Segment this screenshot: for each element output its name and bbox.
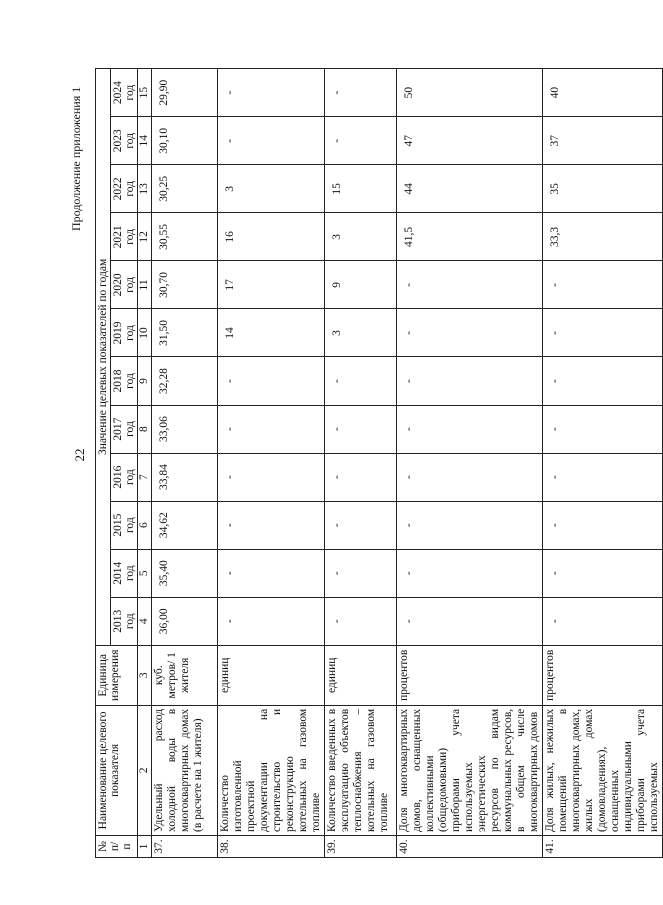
row-year-value: - [543, 453, 663, 501]
table-row [397, 69, 543, 858]
column-index-cell: 4 [138, 597, 152, 645]
row-unit: процентов [543, 645, 663, 705]
row-year-value: 36,00 [152, 597, 218, 645]
header-unit: Единица измерения [96, 645, 138, 705]
row-year-value: - [397, 357, 543, 405]
header-num: № п/п [96, 835, 138, 857]
row-year-value: - [543, 501, 663, 549]
header-year: 2017 год [111, 405, 138, 453]
row-year-value: 30,25 [152, 165, 218, 213]
row-year-value: 33,06 [152, 405, 218, 453]
row-year-value: - [543, 549, 663, 597]
row-number: 37. [152, 835, 218, 857]
row-year-value: - [218, 501, 325, 549]
column-index-cell: 6 [138, 501, 152, 549]
row-year-value: 3 [218, 165, 325, 213]
row-year-value: 15 [325, 165, 397, 213]
column-index-cell: 12 [138, 213, 152, 261]
row-year-value: - [397, 597, 543, 645]
row-year-value: - [543, 405, 663, 453]
column-index-cell: 10 [138, 309, 152, 357]
row-indicator-name: Количество изготовленной проектной документации на строительство и реконструкцию котельных на газовом топливе [218, 705, 325, 835]
rotated-table-container [95, 68, 660, 858]
row-year-value: 14 [218, 309, 325, 357]
table-row [218, 69, 325, 858]
table-row [152, 69, 218, 858]
header-year: 2024 год [111, 69, 138, 117]
row-year-value: - [397, 309, 543, 357]
row-year-value: - [397, 261, 543, 309]
row-unit: единиц [218, 645, 325, 705]
row-year-value: - [325, 549, 397, 597]
row-indicator-name: Доля жилых, нежилых помещений в многоквартирных домах, жилых домах (домовладениях), оснащенных индивидуальными приборами учета используемых [543, 705, 663, 835]
column-index-cell: 11 [138, 261, 152, 309]
column-index-row [138, 69, 152, 858]
column-index-cell: 1 [138, 835, 152, 857]
column-index-cell: 13 [138, 165, 152, 213]
row-year-value: 40 [543, 69, 663, 117]
row-year-value: - [325, 69, 397, 117]
row-year-value: 3 [325, 309, 397, 357]
row-year-value: 29,90 [152, 69, 218, 117]
row-indicator-name: Доля многоквартирных домов, оснащенных коллективными (общедомовыми) приборами учета используемых энергетических ресурсов по видам коммунальных ресурсов, в общем числе многоквартирных домов [397, 705, 543, 835]
row-number: 39. [325, 835, 397, 857]
header-years-group: Значение целевых показателей по годам [96, 69, 111, 646]
row-year-value: - [325, 453, 397, 501]
row-year-value: 30,55 [152, 213, 218, 261]
row-year-value: 16 [218, 213, 325, 261]
row-number: 41. [543, 835, 663, 857]
row-year-value: 47 [397, 117, 543, 165]
row-year-value: - [218, 405, 325, 453]
row-year-value: 35,40 [152, 549, 218, 597]
row-year-value: - [397, 501, 543, 549]
header-year: 2022 год [111, 165, 138, 213]
column-index-cell: 14 [138, 117, 152, 165]
row-number: 38. [218, 835, 325, 857]
targets-table [95, 68, 663, 858]
row-year-value: - [397, 453, 543, 501]
row-year-value: - [325, 501, 397, 549]
row-year-value: 34,62 [152, 501, 218, 549]
row-year-value: 17 [218, 261, 325, 309]
header-year: 2021 год [111, 213, 138, 261]
row-year-value: 30,70 [152, 261, 218, 309]
row-year-value: - [397, 405, 543, 453]
header-name: Наименование целевого показателя [96, 705, 138, 835]
row-year-value: - [325, 117, 397, 165]
column-index-cell: 9 [138, 357, 152, 405]
row-indicator-name: Количество введенных в эксплуатацию объектов теплоснабжения – котельных на газовом топливе [325, 705, 397, 835]
table-row [325, 69, 397, 858]
continuation-note: Продолжение приложения 1 [69, 86, 83, 231]
row-year-value: - [218, 549, 325, 597]
row-year-value: - [218, 69, 325, 117]
row-year-value: 3 [325, 213, 397, 261]
row-year-value: - [543, 261, 663, 309]
row-unit: единиц [325, 645, 397, 705]
row-year-value: 37 [543, 117, 663, 165]
header-year: 2014 год [111, 549, 138, 597]
row-indicator-name: Удельный расход холодной воды в многоквартирных домах (в расчете на 1 жителя) [152, 705, 218, 835]
row-year-value: 32,28 [152, 357, 218, 405]
row-year-value: - [543, 597, 663, 645]
row-year-value: 50 [397, 69, 543, 117]
row-year-value: - [218, 453, 325, 501]
header-year: 2013 год [111, 597, 138, 645]
column-index-cell: 15 [138, 69, 152, 117]
header-year: 2018 год [111, 357, 138, 405]
row-year-value: - [543, 357, 663, 405]
row-year-value: - [397, 549, 543, 597]
row-year-value: - [325, 597, 397, 645]
header-year: 2020 год [111, 261, 138, 309]
row-year-value: - [218, 117, 325, 165]
row-unit: процентов [397, 645, 543, 705]
row-year-value: - [218, 597, 325, 645]
column-index-cell: 7 [138, 453, 152, 501]
row-year-value: 9 [325, 261, 397, 309]
row-year-value: - [325, 357, 397, 405]
row-year-value: 31,50 [152, 309, 218, 357]
header-year: 2015 год [111, 501, 138, 549]
row-year-value: 33,3 [543, 213, 663, 261]
table-row [543, 69, 663, 858]
header-year: 2019 год [111, 309, 138, 357]
row-year-value: 33,84 [152, 453, 218, 501]
row-number: 40. [397, 835, 543, 857]
row-unit: куб. метров/ 1 жителя [152, 645, 218, 705]
column-index-cell: 5 [138, 549, 152, 597]
row-year-value: - [325, 405, 397, 453]
column-index-cell: 2 [138, 705, 152, 835]
row-year-value: 41,5 [397, 213, 543, 261]
row-year-value: 44 [397, 165, 543, 213]
table-body [138, 69, 663, 858]
column-index-cell: 8 [138, 405, 152, 453]
header-year: 2016 год [111, 453, 138, 501]
row-year-value: 35 [543, 165, 663, 213]
page-number: 22 [72, 448, 87, 462]
row-year-value: - [543, 309, 663, 357]
header-year: 2023 год [111, 117, 138, 165]
column-index-cell: 3 [138, 645, 152, 705]
row-year-value: - [218, 357, 325, 405]
row-year-value: 30,10 [152, 117, 218, 165]
